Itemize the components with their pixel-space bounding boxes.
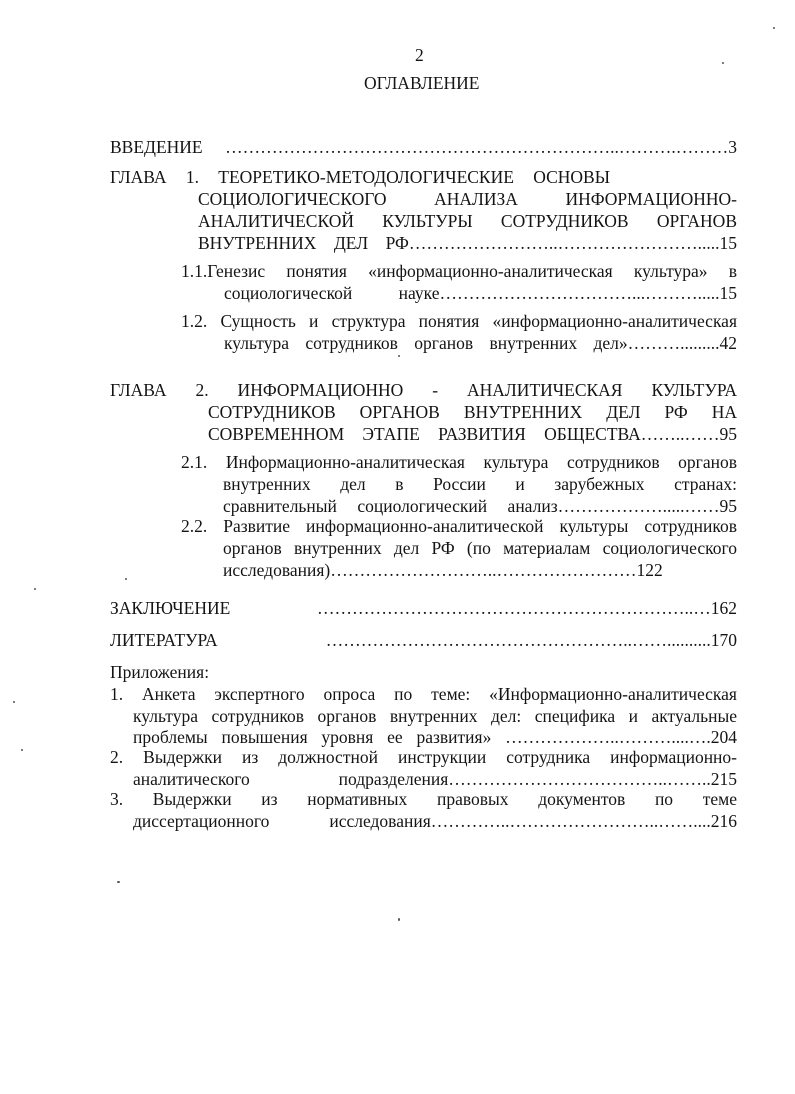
scan-speck [722, 62, 724, 64]
toc-section-2-2-line2[interactable]: органов внутренних дел РФ (по материалам социологического [223, 538, 737, 558]
toc-chapter1-line4[interactable]: ВНУТРЕННИХ ДЕЛ РФ……………………..…………………….....15 [198, 233, 737, 253]
toc-section-2-1-line2[interactable]: внутренних дел в России и зарубежных странах: [223, 474, 737, 494]
toc-section-1-2-line2[interactable]: культура сотрудников органов внутренних дел»……….........42 [224, 333, 737, 353]
toc-entry-intro[interactable]: ВВЕДЕНИЕ …………………………………………………………..……….………3 [110, 137, 737, 157]
toc-section-2-1-line3[interactable]: сравнительный социологический анализ……………….....……95 [223, 496, 737, 516]
toc-appendix-1-line2[interactable]: культура сотрудников органов внутренних дел: специфика и актуальные [133, 706, 737, 726]
toc-chapter2-line1[interactable]: ГЛАВА 2. ИНФОРМАЦИОННО - АНАЛИТИЧЕСКАЯ КУЛЬТУРА [110, 380, 737, 400]
scan-speck [34, 588, 36, 590]
toc-section-1-2-line1[interactable]: 1.2. Сущность и структура понятия «информационно-аналитическая [181, 311, 737, 331]
scan-speck [117, 881, 120, 883]
toc-appendix-2-line1[interactable]: 2. Выдержки из должностной инструкции сотрудника информационно- [110, 747, 737, 767]
scan-speck [398, 918, 400, 921]
page-title: ОГЛАВЛЕНИЕ [364, 73, 480, 93]
toc-section-2-2-line3[interactable]: исследования)………………………..……………………122 [223, 560, 663, 580]
toc-chapter1-line1[interactable]: ГЛАВА 1. ТЕОРЕТИКО-МЕТОДОЛОГИЧЕСКИЕ ОСНОВЫ [110, 167, 610, 187]
appendices-heading: Приложения: [110, 662, 210, 682]
scan-speck [21, 749, 23, 751]
toc-chapter2-line2[interactable]: СОТРУДНИКОВ ОРГАНОВ ВНУТРЕННИХ ДЕЛ РФ НА [208, 402, 737, 422]
scan-speck [773, 27, 775, 29]
toc-appendix-1-line1[interactable]: 1. Анкета экспертного опроса по теме: «Информационно-аналитическая [110, 684, 737, 704]
scan-speck [125, 578, 127, 580]
toc-section-1-1-line1[interactable]: 1.1.Генезис понятия «информационно-аналитическая культура» в [181, 261, 737, 281]
toc-appendix-3-line2[interactable]: диссертационного исследования…………..……………………..……....216 [133, 811, 737, 831]
scan-speck [13, 701, 15, 703]
toc-entry-literature[interactable]: ЛИТЕРАТУРА ……………………………………………..……..........170 [110, 630, 737, 650]
toc-chapter1-line3[interactable]: АНАЛИТИЧЕСКОЙ КУЛЬТУРЫ СОТРУДНИКОВ ОРГАНОВ [198, 211, 737, 231]
toc-section-2-2-line1[interactable]: 2.2. Развитие информационно-аналитической культуры сотрудников [181, 516, 737, 536]
page-number: 2 [415, 45, 424, 65]
toc-appendix-3-line1[interactable]: 3. Выдержки из нормативных правовых документов по теме [110, 789, 737, 809]
toc-chapter1-line2[interactable]: СОЦИОЛОГИЧЕСКОГО АНАЛИЗА ИНФОРМАЦИОННО- [198, 189, 737, 209]
toc-chapter2-line3[interactable]: СОВРЕМЕННОМ ЭТАПЕ РАЗВИТИЯ ОБЩЕСТВА……..……95 [208, 424, 737, 444]
toc-entry-conclusion[interactable]: ЗАКЛЮЧЕНИЕ ………………………………………………………..…162 [110, 598, 737, 618]
toc-section-2-1-line1[interactable]: 2.1. Информационно-аналитическая культура сотрудников органов [181, 452, 737, 472]
scan-speck [398, 355, 400, 357]
toc-appendix-2-line2[interactable]: аналитического подразделения………………………………..……..215 [133, 769, 737, 789]
toc-appendix-1-line3[interactable]: проблемы повышения уровня ее развития» ………………..………....….204 [133, 727, 737, 747]
toc-section-1-1-line2[interactable]: социологической науке……………………………...……….....15 [224, 283, 737, 303]
